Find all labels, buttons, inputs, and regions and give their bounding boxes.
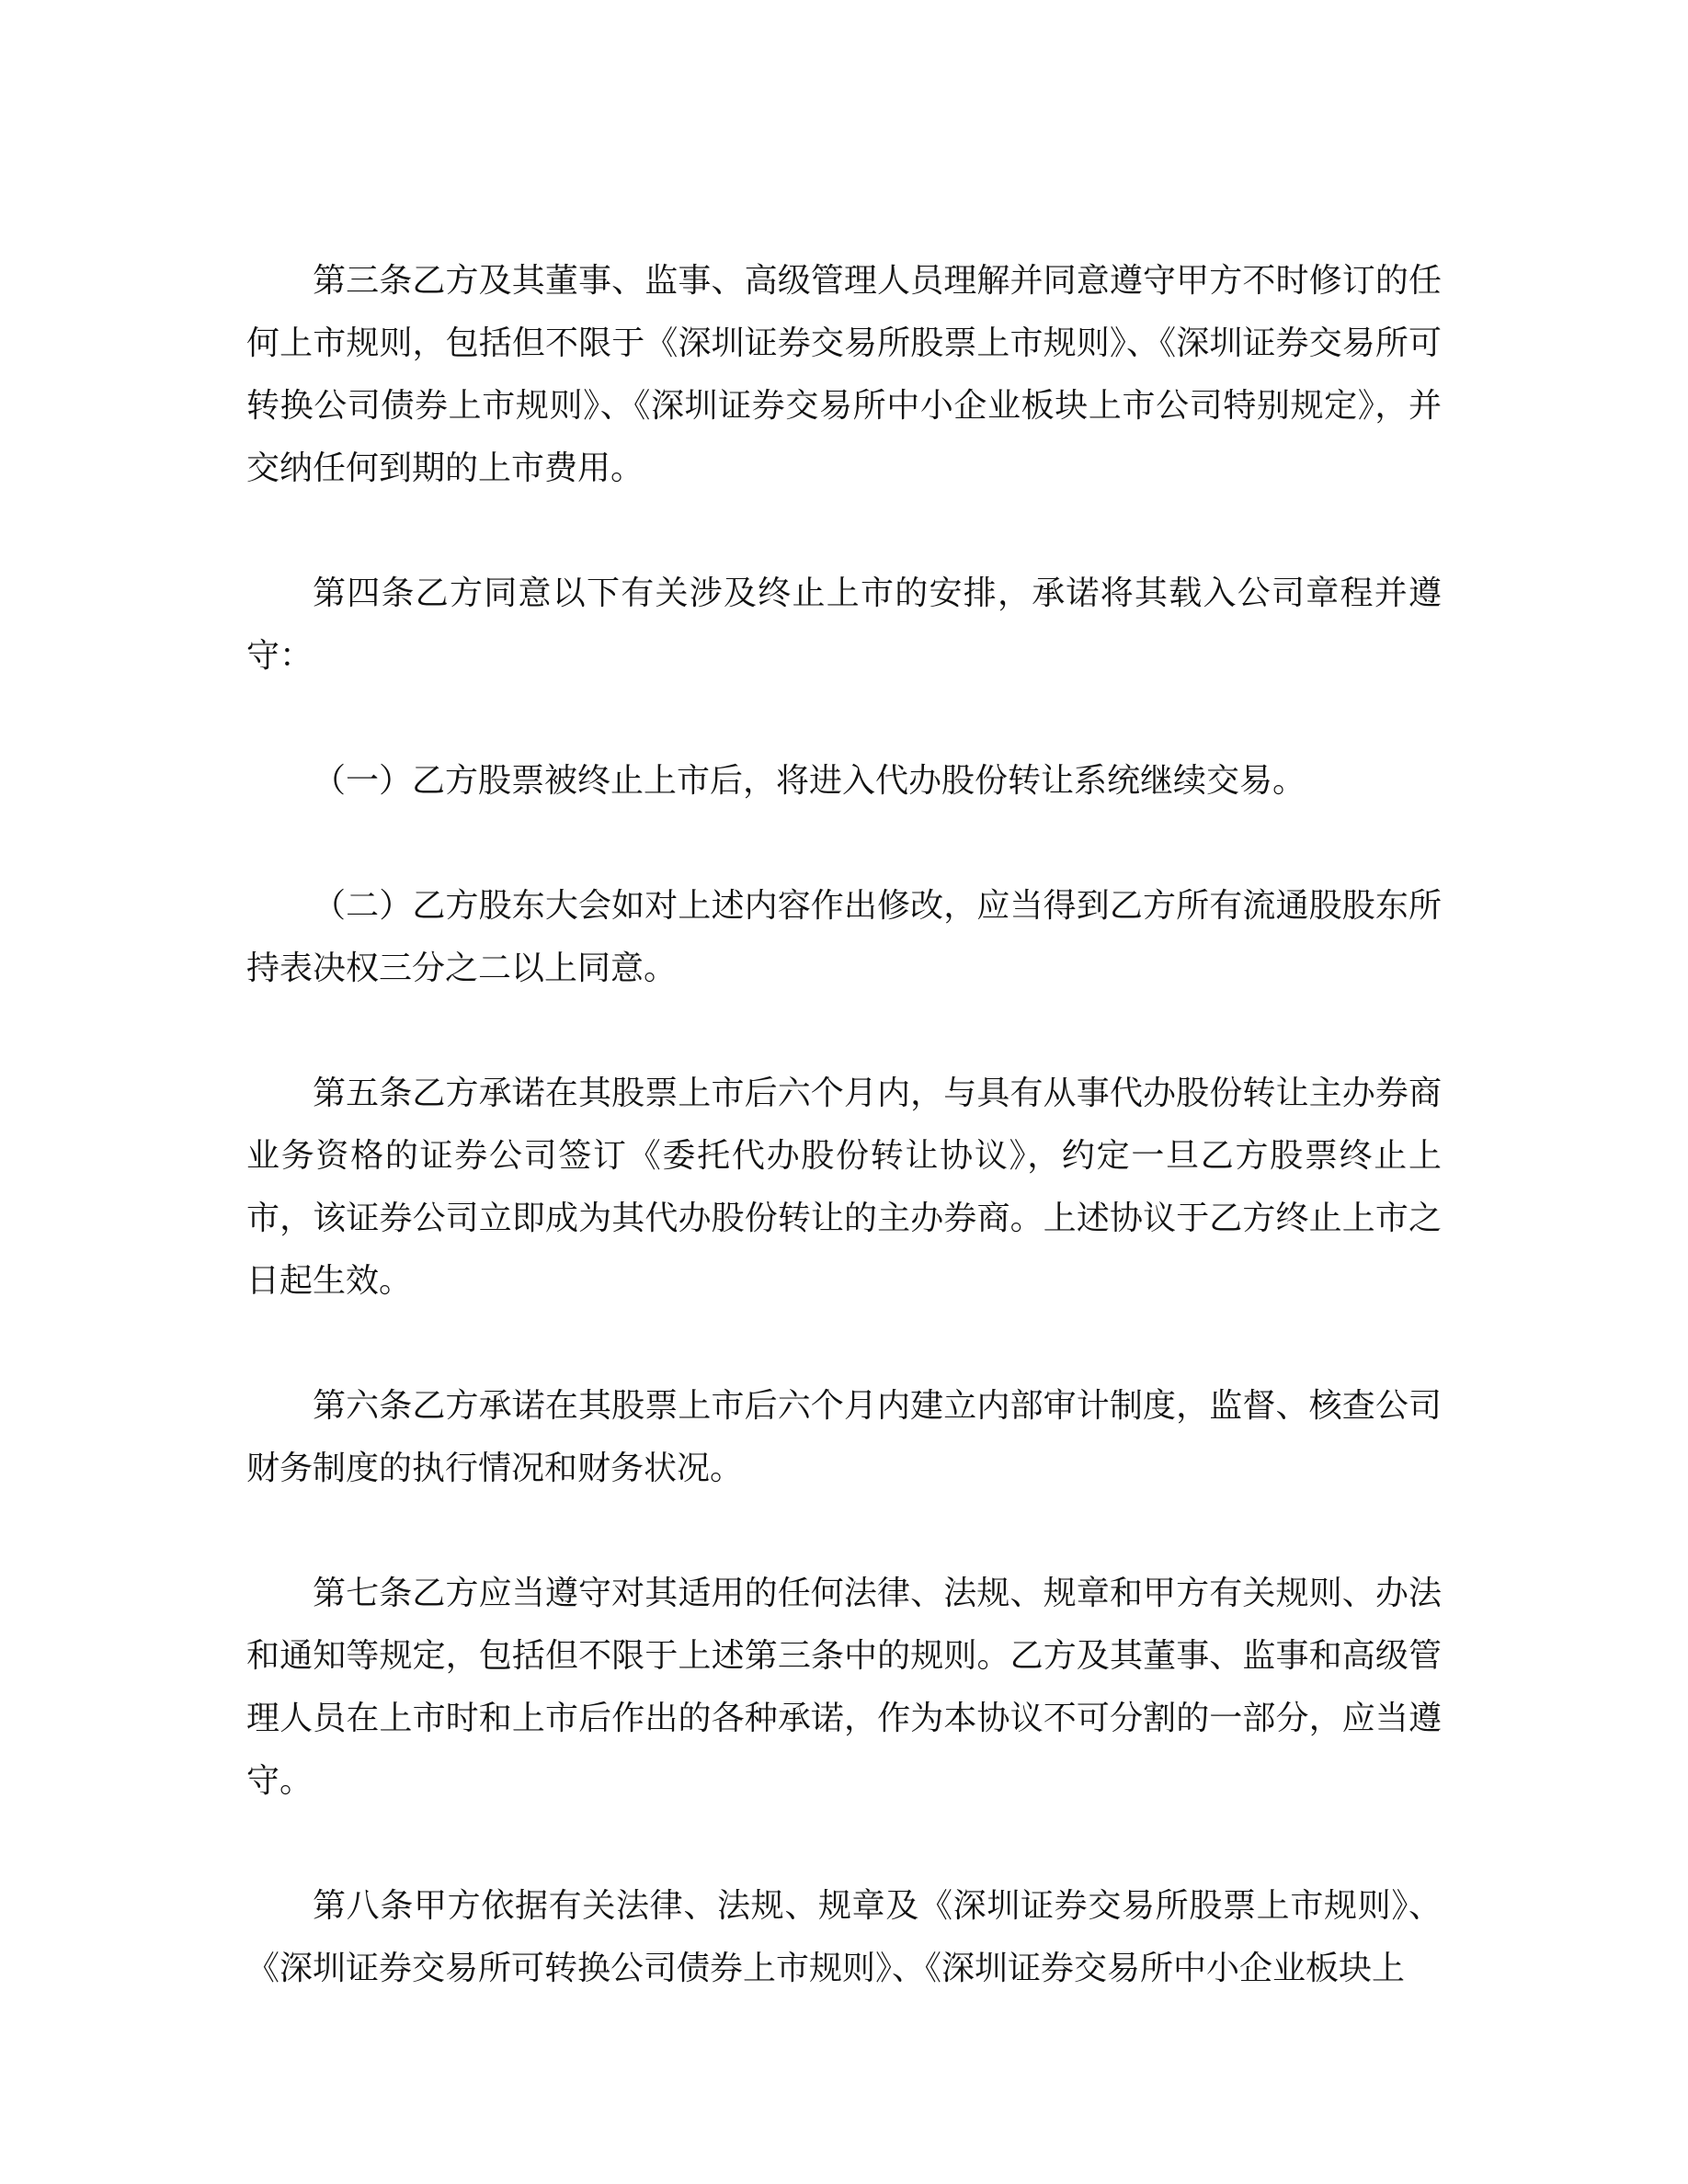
article-4-item-1: （一）乙方股票被终止上市后，将进入代办股份转让系统继续交易。 xyxy=(313,762,1306,800)
article-4-item-2: （二）乙方股东大会如对上述内容作出修改，应当得到乙方所有流通股股东所持表决权三分之二以上同意。 xyxy=(246,887,1442,987)
article-4-paragraph: 第四条乙方同意以下有关涉及终止上市的安排，承诺将其载入公司章程并遵守： xyxy=(246,574,1442,675)
article-5-paragraph: 第五条乙方承诺在其股票上市后六个月内，与具有从事代办股份转让主办券商业务资格的证券公司签订《委托代办股份转让协议》，约定一旦乙方股票终止上市，该证券公司立即成为其代办股份转让的主办券商。上述协议于乙方终止上市之日起生效。 xyxy=(246,1075,1442,1300)
article-8-paragraph: 第八条甲方依据有关法律、法规、规章及《深圳证券交易所股票上市规则》、《深圳证券交易所可转换公司债券上市规则》、《深圳证券交易所中小企业板块上 xyxy=(246,1887,1442,1987)
article-7-paragraph: 第七条乙方应当遵守对其适用的任何法律、法规、规章和甲方有关规则、办法和通知等规定，包括但不限于上述第三条中的规则。乙方及其董事、监事和高级管理人员在上市时和上市后作出的各种承诺，作为本协议不可分割的一部分，应当遵守。 xyxy=(246,1575,1442,1800)
article-6-paragraph: 第六条乙方承诺在其股票上市后六个月内建立内部审计制度，监督、核查公司财务制度的执行情况和财务状况。 xyxy=(246,1387,1442,1487)
article-3-paragraph: 第三条乙方及其董事、监事、高级管理人员理解并同意遵守甲方不时修订的任何上市规则，包括但不限于《深圳证券交易所股票上市规则》、《深圳证券交易所可转换公司债券上市规则》、《深圳证券交易所中小企业板块上市公司特别规定》，并交纳任何到期的上市费用。 xyxy=(246,262,1442,487)
document-body xyxy=(246,250,1442,2000)
